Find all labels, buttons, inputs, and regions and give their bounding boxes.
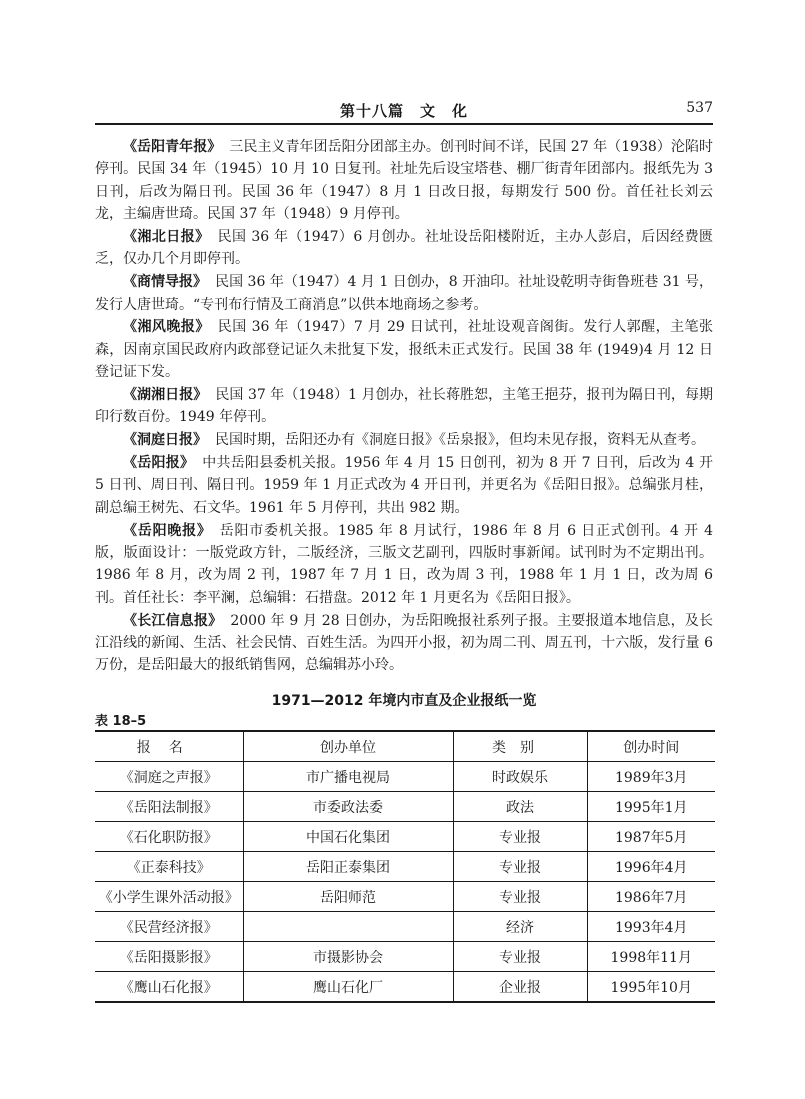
table-row xyxy=(95,792,715,822)
paragraph-text: 2000 年 9 月 28 日创办，为岳阳晚报社系列子报。主要报道本地信息，及长江沿线的新闻、生活、社会民情、百姓生活。为四开小报，初为周二刊、周五刊，十六版，发行量 6 万份，是岳阳最大的报纸销售网，总编辑苏小玲。 xyxy=(95,612,713,674)
paragraph-text: 民国 36 年（1947）6 月创办。社址设岳阳楼附近，主办人彭启，后因经费匮乏，仅办几个月即停刊。 xyxy=(95,229,714,268)
table-row xyxy=(95,762,715,792)
paragraph xyxy=(95,452,713,519)
cell-category: 企业报 xyxy=(453,972,587,1003)
paragraph-text: 民国 37 年（1948）1 月创办，社长蒋胜恕，主笔王挹芬，报刊为隔日刊，每期印行数百份。1949 年停刊。 xyxy=(95,387,714,426)
cell-name: 《鹰山石化报》 xyxy=(95,972,243,1003)
table-row xyxy=(95,912,715,942)
newspaper-name: 《商情导报》 xyxy=(123,274,208,291)
paragraph xyxy=(95,271,713,316)
cell-organizer xyxy=(243,912,453,942)
cell-category: 时政娱乐 xyxy=(453,762,587,792)
table-number: 表 18–5 xyxy=(95,714,147,729)
cell-category: 专业报 xyxy=(453,822,587,852)
cell-organizer: 鹰山石化厂 xyxy=(243,972,453,1003)
cell-founded: 1996年4月 xyxy=(587,852,715,882)
cell-name: 《民营经济报》 xyxy=(95,912,243,942)
cell-founded: 1986年7月 xyxy=(587,882,715,912)
column-header-name: 报名 xyxy=(95,731,243,762)
cell-founded: 1995年10月 xyxy=(587,972,715,1003)
newspaper-name: 《岳阳青年报》 xyxy=(123,139,222,155)
paragraph-text: 中共岳阳县委机关报。1956 年 4 月 15 日创刊，初为 8 开 7 日刊，后改为 4 开 5 日刊、周日刊、隔日刊。1959 年 1 月正式改为 4 开日刊，并更名为《岳阳日报》。总编张月桂，副总编王树先、石文华。1961 年 5 月停刊，共出 982 期。 xyxy=(95,455,713,516)
newspaper-name: 《湖湘日报》 xyxy=(123,387,208,404)
cell-name: 《石化职防报》 xyxy=(95,822,243,852)
newspaper-name: 《洞庭日报》 xyxy=(123,432,207,449)
table-row xyxy=(95,972,715,1003)
cell-organizer: 岳阳正泰集团 xyxy=(243,852,453,882)
chapter-title: 第十八篇 文 化 xyxy=(339,102,468,120)
cell-name: 《正泰科技》 xyxy=(95,852,243,882)
paragraph xyxy=(95,136,713,226)
paragraph xyxy=(95,429,713,451)
cell-founded: 1993年4月 xyxy=(587,912,715,942)
table-row xyxy=(95,852,715,882)
newspaper-name: 《岳阳报》 xyxy=(123,455,195,472)
paragraph xyxy=(95,520,713,610)
paragraph-text: 岳阳市委机关报。1985 年 8 月试行，1986 年 8 月 6 日正式创刊。4 开 4 版，版面设计：一版党政方针，二版经济，三版文艺副刊，四版时事新闻。试刊时为不定期出刊。1986 年 8 月，改为周 2 刊，1987 年 7 月 1 日，改为周 3 刊，1988 年 1 月 1 日，改为周 6 刊。首任社长：李平澜，总编辑：石措盘。2012 年 1 月更名为《岳阳日报》。 xyxy=(95,522,714,606)
newspaper-name: 《长江信息报》 xyxy=(123,612,223,629)
cell-category: 专业报 xyxy=(453,942,587,972)
newspaper-name: 《岳阳晚报》 xyxy=(123,522,212,539)
paragraph xyxy=(95,226,713,271)
paragraph xyxy=(95,316,713,383)
paragraph xyxy=(95,610,713,677)
cell-category: 经济 xyxy=(453,912,587,942)
table-row xyxy=(95,882,715,912)
cell-founded: 1998年11月 xyxy=(587,942,715,972)
header-rule xyxy=(95,123,713,125)
cell-category: 政法 xyxy=(453,792,587,822)
cell-category: 专业报 xyxy=(453,852,587,882)
cell-name: 《岳阳摄影报》 xyxy=(95,942,243,972)
cell-category: 专业报 xyxy=(453,882,587,912)
column-header-category: 类别 xyxy=(453,731,587,762)
cell-founded: 1995年1月 xyxy=(587,792,715,822)
paragraph-text: 民国 36 年（1947）7 月 29 日试刊，社址设观音阁街。发行人郭醒，主笔张森，因南京国民政府内政部登记证久未批复下发，报纸未正式发行。民国 38 年 (1949)4 月 12 日登记证下发。 xyxy=(95,319,713,381)
cell-name: 《洞庭之声报》 xyxy=(95,762,243,792)
cell-organizer: 市广播电视局 xyxy=(243,762,453,792)
paragraph-text: 民国时期，岳阳还办有《洞庭日报》《岳泉报》，但均未见存报，资料无从查考。 xyxy=(215,432,705,449)
paragraph-text: 三民主义青年团岳阳分团部主办。创刊时间不详，民国 27 年（1938）沦陷时停刊。民国 34 年（1945）10 月 10 日复刊。社址先后设宝塔巷、棚厂街青年团部内。报纸先为 3 日刊，后改为隔日刊。民国 36 年（1947）8 月 1 日改日报，每期发行 500 份。首任社长刘云龙，主编唐世琦。民国 37 年（1948）9 月停刊。 xyxy=(95,139,713,223)
cell-organizer: 岳阳师范 xyxy=(243,882,453,912)
paragraph-text: 民国 36 年（1947）4 月 1 日创办，8 开油印。社址设乾明寺街鲁班巷 31 号，发行人唐世琦。“专刊布行情及工商消息”以供本地商场之参考。 xyxy=(95,274,713,313)
paragraph xyxy=(95,384,713,429)
newspaper-table xyxy=(95,730,715,1003)
cell-founded: 1987年5月 xyxy=(587,822,715,852)
cell-name: 《岳阳法制报》 xyxy=(95,792,243,822)
table-header-row xyxy=(95,731,715,762)
newspaper-name: 《湘风晚报》 xyxy=(123,319,210,336)
page-number: 537 xyxy=(686,100,713,116)
newspaper-name: 《湘北日报》 xyxy=(123,229,210,246)
table-row xyxy=(95,942,715,972)
cell-name: 《小学生课外活动报》 xyxy=(95,882,243,912)
cell-organizer: 市委政法委 xyxy=(243,792,453,822)
table-row xyxy=(95,822,715,852)
column-header-organizer: 创办单位 xyxy=(243,731,453,762)
cell-organizer: 市摄影协会 xyxy=(243,942,453,972)
table-title: 1971—2012 年境内市直及企业报纸一览 xyxy=(271,693,537,709)
article-body xyxy=(95,136,713,677)
column-header-founded: 创办时间 xyxy=(587,731,715,762)
cell-founded: 1989年3月 xyxy=(587,762,715,792)
page-header xyxy=(95,98,713,124)
cell-organizer: 中国石化集团 xyxy=(243,822,453,852)
